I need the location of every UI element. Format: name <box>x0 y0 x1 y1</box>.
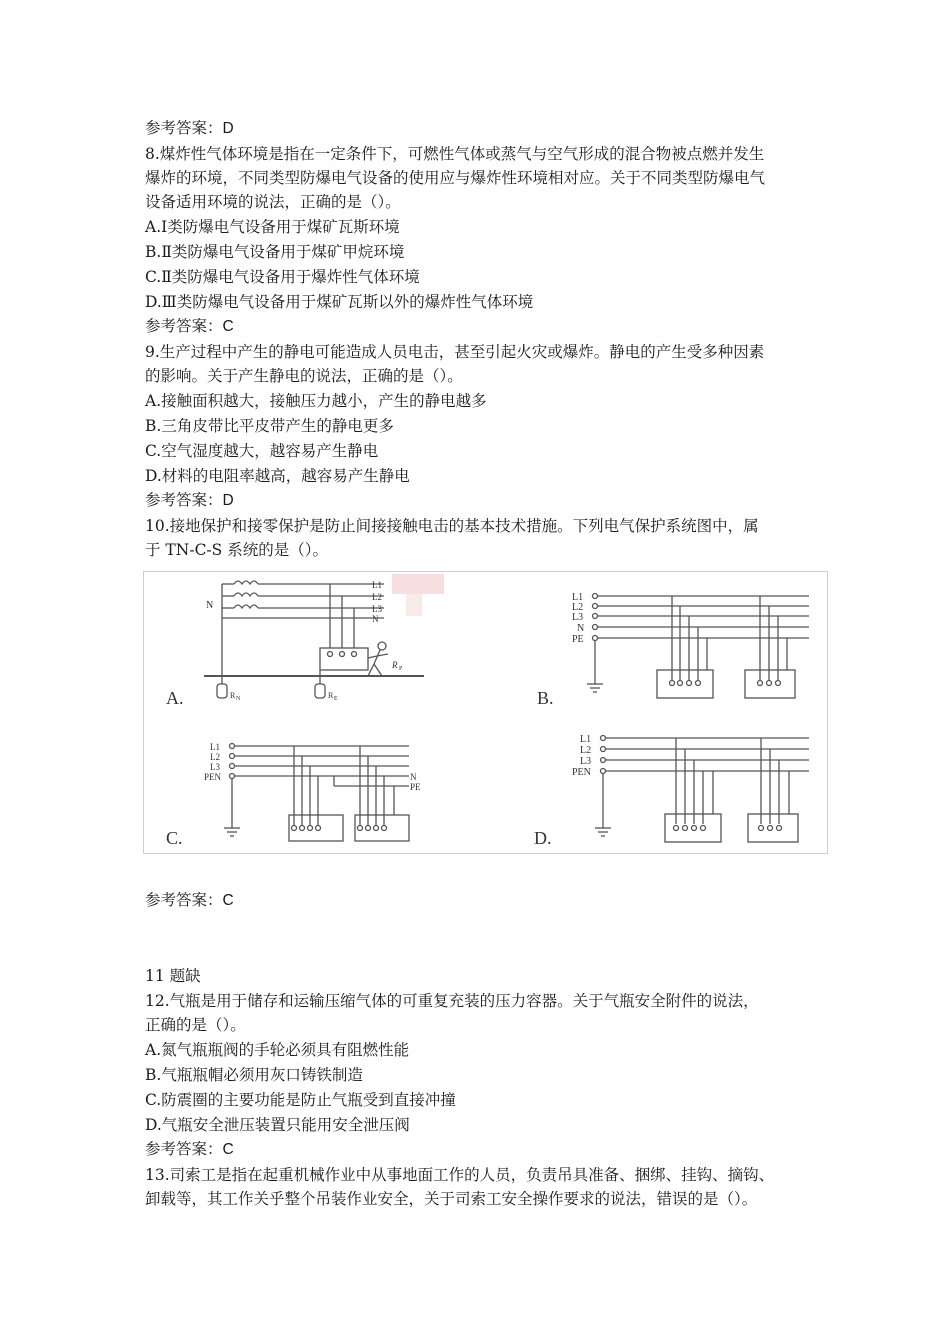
question-8-line-3: 设备适用环境的说法，正确的是（）。 <box>145 193 401 211</box>
diagram-d <box>595 736 809 843</box>
label-c-n: N <box>410 772 417 782</box>
answer-q9: 参考答案：D <box>145 492 234 509</box>
red-smudge <box>392 574 444 594</box>
grounding-systems-figure <box>143 571 828 854</box>
answer-q12: 参考答案：C <box>145 1141 234 1158</box>
question-8-option-b: B.Ⅱ类防爆电气设备用于煤矿甲烷环境 <box>145 243 405 261</box>
question-12-option-c: C.防震圈的主要功能是防止气瓶受到直接冲撞 <box>145 1091 456 1109</box>
label-b-pe: PE <box>572 634 584 645</box>
question-9-option-c: C.空气湿度越大，越容易产生静电 <box>145 442 379 460</box>
label-a-rn: R <box>230 691 236 700</box>
label-b-n: N <box>577 623 585 634</box>
diagram-b <box>587 594 809 699</box>
label-d-pen: PEN <box>572 767 591 778</box>
label-d-l3: L3 <box>580 756 592 767</box>
question-9-option-b: B.三角皮带比平皮带产生的静电更多 <box>145 417 394 435</box>
label-c-pe: PE <box>410 782 421 792</box>
label-c-l3: L3 <box>210 762 220 772</box>
question-9-line-2: 的影响。关于产生静电的说法，正确的是（）。 <box>145 367 463 385</box>
question-12-option-d: D.气瓶安全泄压装置只能用安全泄压阀 <box>145 1116 410 1134</box>
label-a-rp-sub: P <box>399 666 403 672</box>
question-8-option-d: D.Ⅲ类防爆电气设备用于煤矿瓦斯以外的爆炸性气体环境 <box>145 293 534 311</box>
answer-q7: 参考答案：D <box>145 120 234 137</box>
question-10-line-1: 10.接地保护和接零保护是防止间接接触电击的基本技术措施。下列电气保护系统图中，属 <box>145 517 759 535</box>
question-11-missing: 11 题缺 <box>145 967 201 985</box>
panel-d-label: D. <box>534 828 552 848</box>
question-10-line-2: 于 TN-C-S 系统的是（）。 <box>145 541 328 559</box>
label-b-l2: L2 <box>572 602 584 613</box>
diagram-a <box>204 581 424 698</box>
label-a-l1: L1 <box>372 580 382 590</box>
answer-q8: 参考答案：C <box>145 318 234 335</box>
question-13-line-2: 卸载等，其工作关乎整个吊装作业安全，关于司索工安全操作要求的说法，错误的是（）。 <box>145 1190 758 1208</box>
label-c-l2: L2 <box>210 752 220 762</box>
label-c-pen: PEN <box>204 772 222 782</box>
question-12-option-a: A.氮气瓶瓶阀的手轮必须具有阻燃性能 <box>145 1041 410 1059</box>
panel-c-label: C. <box>166 828 183 848</box>
label-a-rn-sub: N <box>236 696 241 702</box>
red-smudge-2 <box>406 594 422 616</box>
panel-b-label: B. <box>537 688 554 708</box>
question-12-option-b: B.气瓶瓶帽必须用灰口铸铁制造 <box>145 1066 363 1084</box>
label-c-l1: L1 <box>210 742 220 752</box>
label-d-l2: L2 <box>580 745 592 756</box>
question-8-option-c: C.Ⅱ类防爆电气设备用于爆炸性气体环境 <box>145 268 420 286</box>
diagram-c <box>224 744 409 842</box>
panel-a-label: A. <box>166 688 184 708</box>
question-13-line-1: 13.司索工是指在起重机械作业中从事地面工作的人员，负责吊具准备、捆绑、挂钩、摘钩、 <box>145 1166 775 1184</box>
question-12-line-2: 正确的是（）。 <box>145 1016 246 1034</box>
label-a-n-right: N <box>372 614 379 624</box>
answer-q10: 参考答案：C <box>145 892 234 909</box>
question-8-line-2: 爆炸的环境，不同类型防爆电气设备的使用应与爆炸性环境相对应。关于不同类型防爆电气 <box>145 169 766 187</box>
question-9-option-a: A.接触面积越大，接触压力越小，产生的静电越多 <box>145 392 487 410</box>
question-8-option-a: A.Ⅰ类防爆电气设备用于煤矿瓦斯环境 <box>145 218 400 236</box>
question-9-line-1: 9.生产过程中产生的静电可能造成人员电击，甚至引起火灾或爆炸。静电的产生受多种因素 <box>145 343 765 361</box>
label-a-l3: L3 <box>372 604 382 614</box>
question-9-option-d: D.材料的电阻率越高，越容易产生静电 <box>145 467 410 485</box>
label-a-rp: R <box>392 660 398 670</box>
question-8-line-1: 8.煤炸性气体环境是指在一定条件下，可燃性气体或蒸气与空气形成的混合物被点燃并发生 <box>145 145 765 163</box>
label-a-re: R <box>328 691 334 700</box>
label-a-n-left: N <box>206 600 214 611</box>
label-b-l1: L1 <box>572 592 584 603</box>
label-d-l1: L1 <box>580 734 592 745</box>
label-b-l3: L3 <box>572 612 584 623</box>
label-a-l2: L2 <box>372 592 382 602</box>
label-a-re-sub: E <box>334 696 338 702</box>
question-12-line-1: 12.气瓶是用于储存和运输压缩气体的可重复充装的压力容器。关于气瓶安全附件的说法， <box>145 992 759 1010</box>
